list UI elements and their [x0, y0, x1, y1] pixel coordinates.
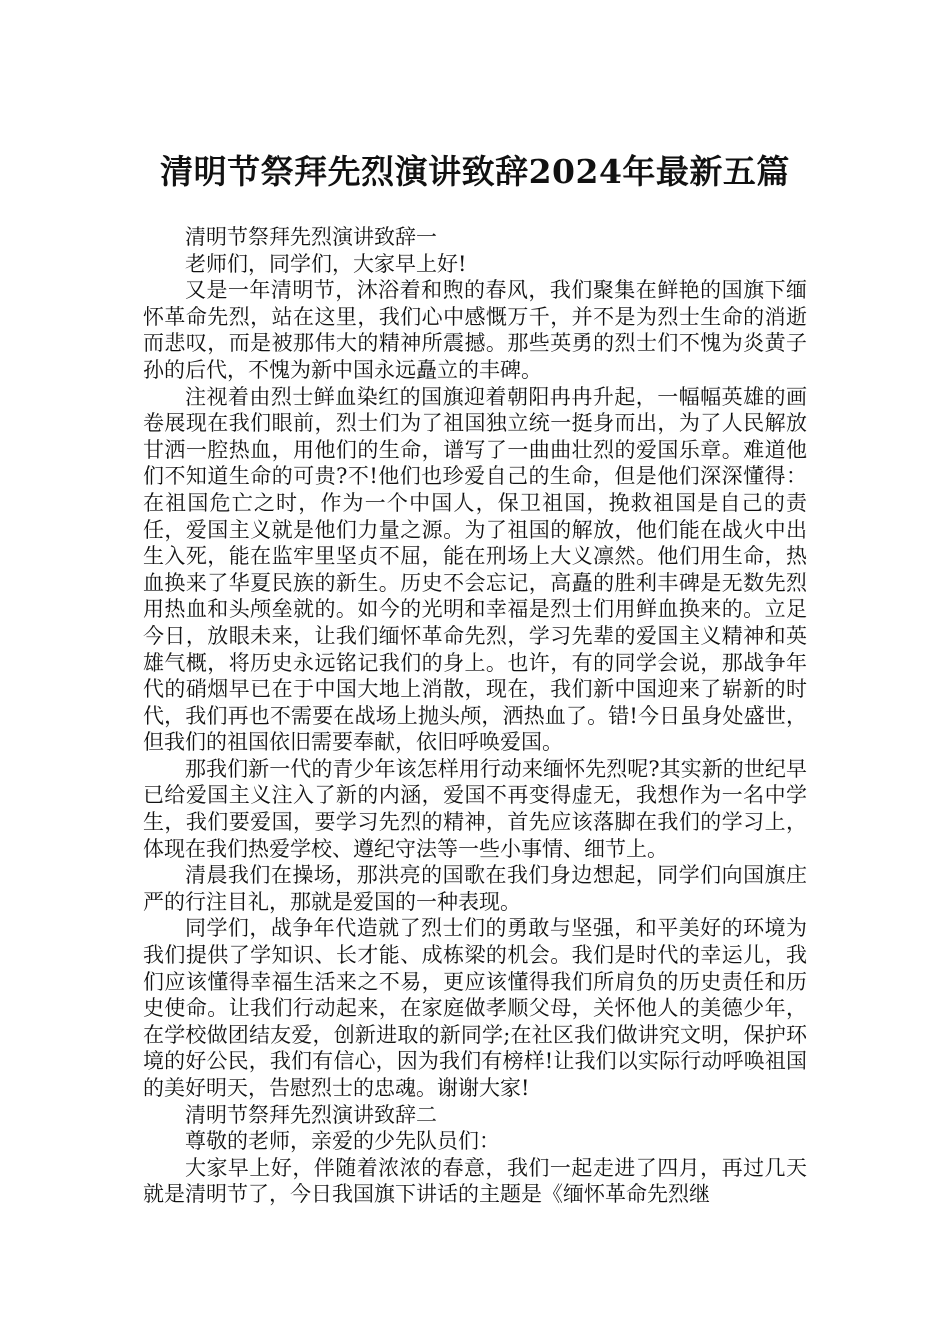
section-heading-2: 清明节祭拜先烈演讲致辞二	[185, 1102, 437, 1127]
body-paragraph: 同学们，战争年代造就了烈士们的勇敢与坚强，和平美好的环境为我们提供了学知识、长才能、成栋梁的机会。我们是时代的幸运儿，我们应该懂得幸福生活来之不易，更应该懂得我们所肩负的历史责任和历史使命。让我们行动起来，在家庭做孝顺父母，关怀他人的美德少年，在学校做团结友爱，创新进取的新同学;在社区我们做讲究文明，保护环境的好公民，我们有信心，因为我们有榜样!让我们以实际行动呼唤祖国的美好明天，告慰烈士的忠魂。谢谢大家!	[143, 916, 807, 1100]
body-paragraph: 又是一年清明节，沐浴着和煦的春风，我们聚集在鲜艳的国旗下缅怀革命先烈，站在这里，我们心中感慨万千，并不是为烈士生命的消逝而悲叹，而是被那伟大的精神所震撼。那些英勇的烈士们不愧为炎黄子孙的后代，不愧为新中国永远矗立的丰碑。	[143, 278, 807, 382]
document-title: 清明节祭拜先烈演讲致辞2024年最新五篇	[160, 152, 790, 192]
body-paragraph: 那我们新一代的青少年该怎样用行动来缅怀先烈呢?其实新的世纪早已给爱国主义注入了新的内涵，爱国不再变得虚无，我想作为一名中学生，我们要爱国，要学习先烈的精神，首先应该落脚在我们的学习上，体现在我们热爱学校、遵纪守法等一些小事情、细节上。	[143, 756, 807, 861]
body-paragraph: 清晨我们在操场，那洪亮的国歌在我们身边想起，同学们向国旗庄严的行注目礼，那就是爱国的一种表现。	[143, 863, 807, 914]
document-body	[143, 224, 807, 1208]
body-paragraph: 注视着由烈士鲜血染红的国旗迎着朝阳冉冉升起，一幅幅英雄的画卷展现在我们眼前，烈士们为了祖国独立统一挺身而出，为了人民解放甘洒一腔热血，用他们的生命，谱写了一曲曲壮烈的爱国乐章。难道他们不知道生命的可贵?不!他们也珍爱自己的生命，但是他们深深懂得：在祖国危亡之时，作为一个中国人，保卫祖国，挽救祖国是自己的责任，爱国主义就是他们力量之源。为了祖国的解放，他们能在战火中出生入死，能在监牢里坚贞不屈，能在刑场上大义凛然。他们用生命，热血换来了华夏民族的新生。历史不会忘记，高矗的胜利丰碑是无数先烈用热血和头颅垒就的。如今的光明和幸福是烈士们用鲜血换来的。立足今日，放眼未来，让我们缅怀革命先烈，学习先辈的爱国主义精神和英雄气概，将历史永远铭记我们的身上。也许，有的同学会说，那战争年代的硝烟早已在于中国大地上消散，现在，我们新中国迎来了崭新的时代，我们再也不需要在战场上抛头颅，洒热血了。错!今日虽身处盛世，但我们的祖国依旧需要奉献，依旧呼唤爱国。	[143, 384, 807, 755]
body-paragraph: 大家早上好，伴随着浓浓的春意，我们一起走进了四月，再过几天就是清明节了，今日我国旗下讲话的主题是《缅怀革命先烈继	[143, 1155, 807, 1207]
section-heading-1: 清明节祭拜先烈演讲致辞一	[185, 225, 437, 249]
greeting-2: 尊敬的老师，亲爱的少先队员们：	[185, 1129, 500, 1154]
greeting-1: 老师们，同学们，大家早上好!	[185, 251, 467, 276]
